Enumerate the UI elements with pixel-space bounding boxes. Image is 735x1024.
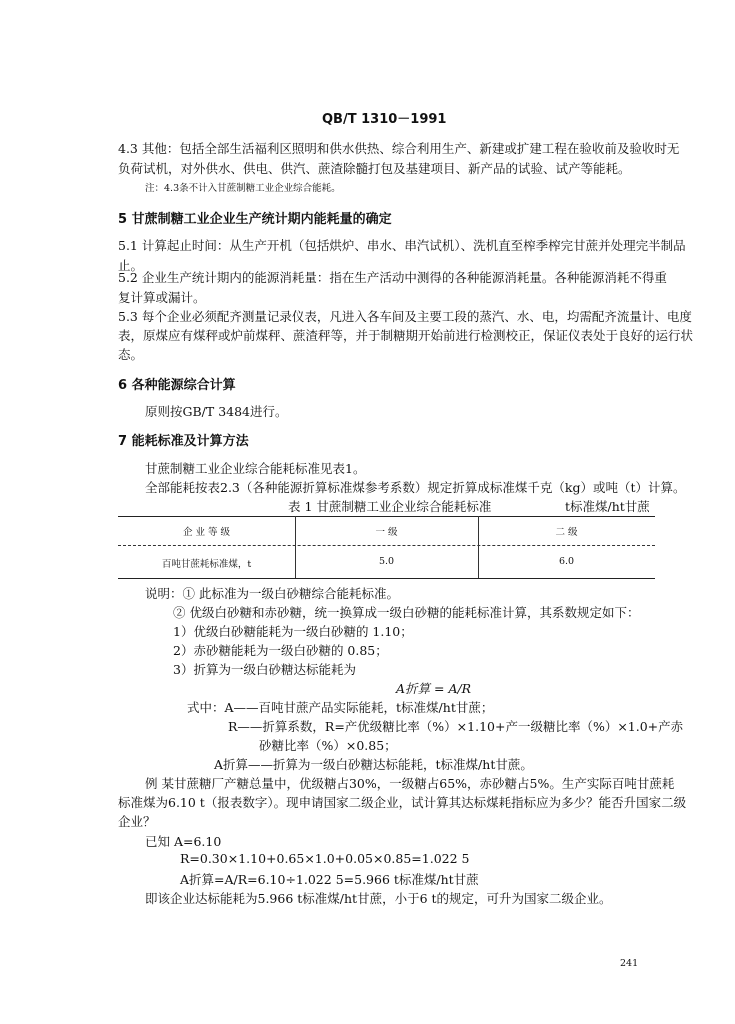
section-5-title: 5 甘蔗制糖工业企业生产统计期内能耗量的确定	[118, 212, 392, 227]
example-calc-r: R=0.30×1.10+0.65×1.0+0.05×0.85=1.022 5	[180, 851, 470, 866]
note-2-item-1: 1）优级白砂糖能耗为一级白砂糖的 1.10；	[173, 624, 413, 639]
where-a-converted: A折算——折算为一级白砂糖达标能耗，t标准煤/ht甘蔗。	[214, 757, 533, 772]
note-2-item-2: 2）赤砂糖能耗为一级白砂糖的 0.85；	[173, 643, 388, 658]
table-caption: 表 1 甘蔗制糖工业企业综合能耗标准	[288, 499, 492, 514]
table-header-grade: 企 业 等 级	[182, 527, 231, 538]
where-r-line2: 砂糖比率（%）×0.85；	[259, 738, 397, 753]
s4-3-line2: 负荷试机，对外供水、供电、供汽、蔗渣除髓打包及基建项目、新产品的试验、试产等能耗。	[118, 161, 631, 176]
s7-paragraph-2: 全部能耗按表2.3（各种能源折算标准煤参考系数）规定折算成标准煤千克（kg）或吨（t）计算。	[145, 480, 686, 495]
section-7-title: 7 能耗标准及计算方法	[118, 434, 249, 449]
example-line3: 企业？	[118, 814, 156, 829]
s5-2-line1: 5.2 企业生产统计期内的能源消耗量：指在生产活动中测得的各种能源消耗量。各种能源消耗不得重	[118, 270, 667, 285]
standard-code-header: QB/T 1310－1991	[322, 112, 447, 127]
table-header-first-grade: 一 级	[375, 527, 398, 538]
example-line2: 标准煤为6.10 t（报表数字）。现申请国家二级企业，试计算其达标煤耗指标应为多少？能否升国家二级	[118, 795, 687, 810]
table-cell-first-grade: 5.0	[378, 556, 395, 567]
table-row-label: 百吨甘蔗耗标准煤，t	[161, 559, 252, 570]
s5-3-line3: 态。	[118, 347, 144, 362]
example-calc-a-converted: A折算=A/R=6.10÷1.022 5=5.966 t标准煤/ht甘蔗	[180, 872, 479, 887]
s5-1-line2: 止。	[118, 258, 144, 273]
s6-paragraph: 原则按GB/T 3484进行。	[145, 404, 288, 419]
where-r-line1: R——折算系数，R=产优级糖比率（%）×1.10+产一级糖比率（%）×1.0+产赤	[228, 719, 684, 734]
s5-3-line1: 5.3 每个企业必须配齐测量记录仪表，凡进入各车间及主要工段的蒸汽、水、电，均需配齐流量计、电度	[118, 309, 692, 324]
s4-3-line1: 4.3 其他：包括全部生活福利区照明和供水供热、综合利用生产、新建或扩建工程在验收前及验收时无	[118, 141, 680, 156]
section-6-title: 6 各种能源综合计算	[118, 378, 236, 393]
example-line1: 例 某甘蔗糖厂产糖总量中，优级糖占30%，一级糖占65%，赤砂糖占5%。生产实际百吨甘蔗耗	[145, 776, 675, 791]
s4-3-note: 注：4.3条不计入甘蔗制糖工业企业综合能耗。	[145, 183, 341, 194]
table-header-second-grade: 二 级	[555, 527, 578, 538]
page-number: 241	[620, 958, 639, 969]
s5-3-line2: 表，原煤应有煤秤或炉前煤秤、蔗渣秤等，并于制糖期开始前进行检测校正，保证仪表处于良好的运行状	[118, 328, 694, 343]
note-1: 说明：① 此标准为一级白砂糖综合能耗标准。	[145, 586, 399, 601]
s7-paragraph-1: 甘蔗制糖工业企业综合能耗标准见表1。	[145, 461, 366, 476]
table-cell-second-grade: 6.0	[558, 556, 575, 567]
s5-2-line2: 复计算或漏计。	[118, 290, 206, 305]
table-unit: t标准煤/ht甘蔗	[565, 499, 650, 514]
where-a: 式中：A——百吨甘蔗产品实际能耗，t标准煤/ht甘蔗；	[187, 700, 494, 715]
note-2: ② 优级白砂糖和赤砂糖，统一换算成一级白砂糖的能耗标准计算，其系数规定如下：	[173, 605, 640, 620]
s5-1-line1: 5.1 计算起止时间：从生产开机（包括烘炉、串水、串汽试机）、洗机直至榨季榨完甘蔗并处理完半制品	[118, 238, 686, 253]
example-known: 已知 A=6.10	[145, 834, 222, 849]
conversion-formula: A折算 = A/R	[396, 681, 472, 696]
note-2-item-3: 3）折算为一级白砂糖达标能耗为	[173, 662, 356, 677]
example-conclusion: 即该企业达标能耗为5.966 t标准煤/ht甘蔗，小于6 t的规定，可升为国家二级企业。	[145, 891, 612, 906]
